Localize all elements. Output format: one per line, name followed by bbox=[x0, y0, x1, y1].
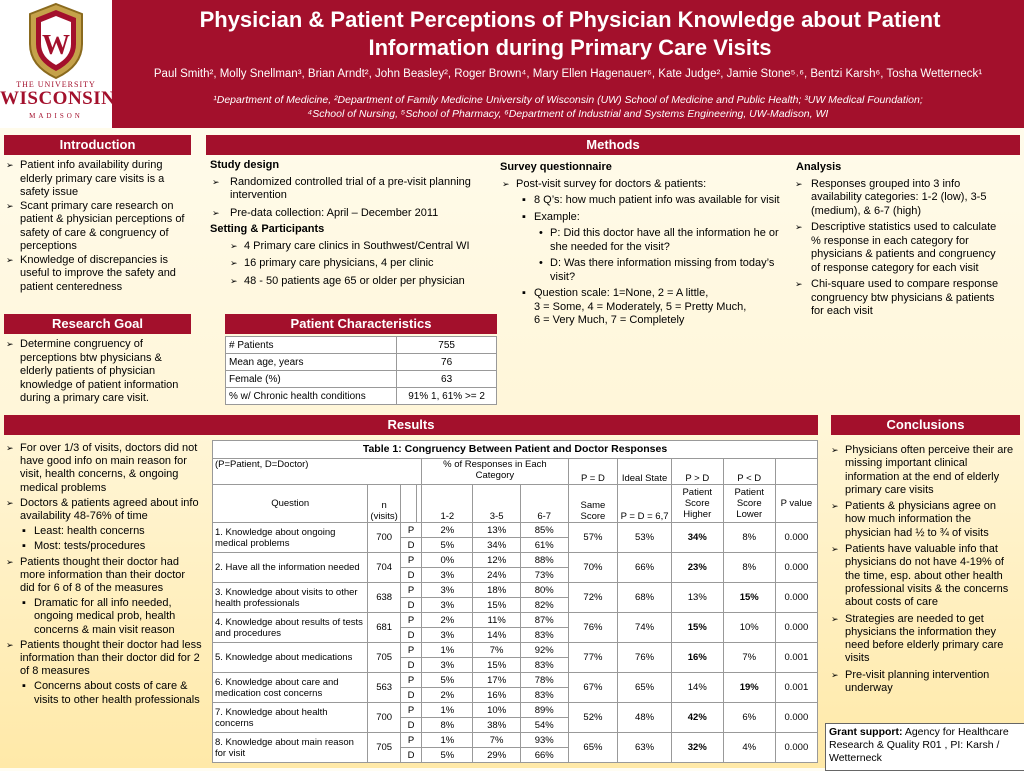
patient-higher-cell: 13% bbox=[671, 583, 723, 613]
title-line-1: Physician & Patient Perceptions of Physician Knowledge about Patient bbox=[199, 7, 941, 32]
patient-pct-cell: 7% bbox=[473, 643, 521, 658]
logo-bottom-text: MADISON bbox=[29, 112, 83, 120]
table-row bbox=[226, 354, 497, 371]
question-cell: 7. Knowledge about health concerns bbox=[213, 703, 368, 733]
patient-pct-cell: 85% bbox=[520, 523, 568, 538]
doctor-pct-cell: 54% bbox=[520, 718, 568, 733]
table-row bbox=[213, 613, 818, 628]
n-cell: 681 bbox=[368, 613, 400, 643]
congruency-table bbox=[212, 440, 818, 763]
table-body bbox=[213, 523, 818, 763]
results-subitem: ▪ Dramatic for all info needed, ongoing medical prob, health concerns & main visit reason bbox=[20, 597, 202, 637]
study-design-heading: Study design bbox=[210, 159, 280, 171]
pc-value: 76 bbox=[397, 354, 497, 371]
intro-item: ➢ Knowledge of discrepancies is useful to improve the safety and patient centeredness bbox=[6, 254, 192, 295]
doctor-pct-cell: 3% bbox=[422, 628, 473, 643]
conclusion-item: ➢ Strategies are needed to get physicians the information they need before elderly primary care visits bbox=[831, 613, 1017, 666]
n-cell: 638 bbox=[368, 583, 400, 613]
results-item: ➢ For over 1/3 of visits, doctors did not have good info on main reason for visit, health concerns, & ongoing medical problems bbox=[6, 442, 202, 495]
results-heading: Results bbox=[4, 415, 818, 435]
doctor-pct-cell: 3% bbox=[422, 568, 473, 583]
results-item: ➢ Doctors & patients agreed about info availability 48-76% of time bbox=[6, 497, 202, 523]
patient-characteristics-table bbox=[225, 336, 497, 405]
patient-higher-cell: 16% bbox=[671, 643, 723, 673]
patient-higher-cell: 32% bbox=[671, 733, 723, 763]
n-cell: 563 bbox=[368, 673, 400, 703]
respondent-label: P bbox=[400, 733, 421, 748]
patient-lower-cell: 10% bbox=[723, 613, 775, 643]
question-cell: 1. Knowledge about ongoing medical problems bbox=[213, 523, 368, 553]
patient-lower-cell: 19% bbox=[723, 673, 775, 703]
affiliations bbox=[114, 93, 1022, 121]
ideal-state-cell: 76% bbox=[618, 643, 671, 673]
doctor-pct-cell: 3% bbox=[422, 658, 473, 673]
research-goal-item: ➢ Determine congruency of perceptions btw physicians & elderly patients of physician knowledge of patient information during a primary care visit. bbox=[6, 338, 192, 406]
pc-label: # Patients bbox=[226, 337, 397, 354]
ideal-state-cell: 68% bbox=[618, 583, 671, 613]
ideal-state-cell: 53% bbox=[618, 523, 671, 553]
respondent-label: D bbox=[400, 658, 421, 673]
question-cell: 2. Have all the information needed bbox=[213, 553, 368, 583]
logo-top-text: THE UNIVERSITY bbox=[16, 80, 96, 89]
header-empty bbox=[400, 485, 416, 523]
setting-item: ➢ 16 primary care physicians, 4 per clinic bbox=[230, 257, 492, 271]
scale-line-2: 3 = Some, 4 = Moderately, 5 = Pretty Much, bbox=[534, 300, 747, 313]
patient-pct-cell: 10% bbox=[473, 703, 521, 718]
header-p-lt-d: P < D bbox=[723, 459, 775, 485]
p-value-cell: 0.001 bbox=[775, 643, 817, 673]
p-value-cell: 0.001 bbox=[775, 673, 817, 703]
patient-lower-cell: 15% bbox=[723, 583, 775, 613]
patient-pct-cell: 1% bbox=[422, 643, 473, 658]
patient-pct-cell: 3% bbox=[422, 583, 473, 598]
header-p-d-67: P = D = 6,7 bbox=[618, 485, 671, 523]
grant-support-box bbox=[825, 723, 1024, 771]
setting-heading: Setting & Participants bbox=[210, 223, 325, 235]
introduction-body bbox=[6, 159, 192, 294]
respondent-label: P bbox=[400, 613, 421, 628]
respondent-label: P bbox=[400, 703, 421, 718]
header-p-value: P value bbox=[775, 485, 817, 523]
n-cell: 700 bbox=[368, 703, 400, 733]
question-cell: 5. Knowledge about medications bbox=[213, 643, 368, 673]
logo-main-text: WISCONSIN bbox=[0, 88, 116, 109]
patient-pct-cell: 12% bbox=[473, 553, 521, 568]
patient-pct-cell: 18% bbox=[473, 583, 521, 598]
doctor-pct-cell: 24% bbox=[473, 568, 521, 583]
patient-lower-cell: 8% bbox=[723, 523, 775, 553]
n-cell: 704 bbox=[368, 553, 400, 583]
patient-higher-cell: 15% bbox=[671, 613, 723, 643]
survey-q-item: ▪ 8 Q’s: how much patient info was available for visit bbox=[520, 194, 785, 208]
research-goal-body bbox=[6, 338, 192, 406]
doctor-pct-cell: 73% bbox=[520, 568, 568, 583]
doctor-pct-cell: 34% bbox=[473, 538, 521, 553]
same-score-cell: 65% bbox=[568, 733, 618, 763]
table-row bbox=[226, 337, 497, 354]
table-row bbox=[226, 388, 497, 405]
header-patient-higher: Patient Score Higher bbox=[671, 485, 723, 523]
uw-logo bbox=[0, 0, 116, 128]
same-score-cell: 72% bbox=[568, 583, 618, 613]
ideal-state-cell: 66% bbox=[618, 553, 671, 583]
table-row bbox=[213, 703, 818, 718]
patient-pct-cell: 88% bbox=[520, 553, 568, 568]
patient-higher-cell: 14% bbox=[671, 673, 723, 703]
doctor-pct-cell: 5% bbox=[422, 748, 473, 763]
respondent-label: P bbox=[400, 583, 421, 598]
header-patient-lower: Patient Score Lower bbox=[723, 485, 775, 523]
conclusion-item: ➢ Physicians often perceive their are missing important clinical information at the end of elderly primary care visits bbox=[831, 444, 1017, 497]
methods-analysis bbox=[795, 161, 1005, 319]
patient-pct-cell: 92% bbox=[520, 643, 568, 658]
header-same-score: Same Score bbox=[568, 485, 618, 523]
doctor-pct-cell: 83% bbox=[520, 688, 568, 703]
table-row bbox=[213, 643, 818, 658]
header-p-eq-d: P = D bbox=[568, 459, 618, 485]
doctor-pct-cell: 15% bbox=[473, 598, 521, 613]
conclusion-item: ➢ Patients & physicians agree on how much information the physician had ½ to ¾ of visits bbox=[831, 500, 1017, 540]
analysis-item: ➢ Chi-square used to compare response congruency btw physicians & patients for each visit bbox=[795, 278, 1005, 319]
results-subitem: ▪ Least: health concerns bbox=[20, 525, 202, 538]
analysis-item: ➢ Descriptive statistics used to calculate % response in each category for physicians & patients and congruency of response category for each visit bbox=[795, 221, 1005, 275]
respondent-label: P bbox=[400, 673, 421, 688]
doctor-pct-cell: 8% bbox=[422, 718, 473, 733]
doctor-pct-cell: 38% bbox=[473, 718, 521, 733]
ideal-state-cell: 74% bbox=[618, 613, 671, 643]
header-1-2: 1-2 bbox=[422, 485, 473, 523]
p-value-cell: 0.000 bbox=[775, 523, 817, 553]
survey-heading: Survey questionnaire bbox=[500, 161, 612, 173]
same-score-cell: 70% bbox=[568, 553, 618, 583]
patient-pct-cell: 1% bbox=[422, 703, 473, 718]
patient-pct-cell: 17% bbox=[473, 673, 521, 688]
same-score-cell: 52% bbox=[568, 703, 618, 733]
header-pct-categories: % of Responses in Each Category bbox=[422, 459, 568, 485]
affiliation-line-1: ¹Department of Medicine, ²Department of Family Medicine University of Wisconsin (UW) School of Medicine and Public Health; ³UW Medical Foundation; bbox=[213, 94, 923, 106]
patient-lower-cell: 7% bbox=[723, 643, 775, 673]
patient-pct-cell: 1% bbox=[422, 733, 473, 748]
doctor-pct-cell: 3% bbox=[422, 598, 473, 613]
respondent-label: D bbox=[400, 748, 421, 763]
patient-pct-cell: 87% bbox=[520, 613, 568, 628]
crest-icon bbox=[24, 2, 88, 80]
results-body bbox=[6, 442, 202, 707]
patient-pct-cell: 78% bbox=[520, 673, 568, 688]
table-row bbox=[213, 553, 818, 568]
doctor-pct-cell: 66% bbox=[520, 748, 568, 763]
svg-text:W: W bbox=[42, 30, 70, 61]
analysis-item: ➢ Responses grouped into 3 info availability categories: 1-2 (low), 3-5 (medium), & 6-7 (high) bbox=[795, 178, 1005, 219]
survey-patient-q: • P: Did this doctor have all the information he or she needed for the visit? bbox=[536, 227, 785, 254]
respondent-label: D bbox=[400, 538, 421, 553]
authors: Paul Smith², Molly Snellman³, Brian Arndt², John Beasley², Roger Brown⁴, Mary Ellen Hagenauer⁶, Kate Judge², Jamie Stone⁵˒⁶, Bentzi Karsh⁶, Tosha Wetterneck¹ bbox=[153, 68, 983, 80]
ideal-state-cell: 63% bbox=[618, 733, 671, 763]
scale-line-3: 6 = Very Much, 7 = Completely bbox=[534, 314, 685, 326]
doctor-pct-cell: 15% bbox=[473, 658, 521, 673]
patient-pct-cell: 0% bbox=[422, 553, 473, 568]
pc-label: Mean age, years bbox=[226, 354, 397, 371]
same-score-cell: 77% bbox=[568, 643, 618, 673]
patient-pct-cell: 2% bbox=[422, 613, 473, 628]
survey-example-item: ▪ Example: bbox=[520, 211, 785, 225]
conclusions-heading: Conclusions bbox=[831, 415, 1020, 435]
respondent-label: P bbox=[400, 643, 421, 658]
same-score-cell: 67% bbox=[568, 673, 618, 703]
poster-title bbox=[120, 6, 1020, 62]
results-subitem: ▪ Concerns about costs of care & visits to other health professionals bbox=[20, 680, 202, 706]
conclusions-body bbox=[831, 444, 1017, 695]
question-cell: 4. Knowledge about results of tests and procedures bbox=[213, 613, 368, 643]
p-value-cell: 0.000 bbox=[775, 613, 817, 643]
grant-label: Grant support: bbox=[829, 726, 903, 738]
header-pd-legend: (P=Patient, D=Doctor) bbox=[213, 459, 422, 485]
scale-line-1: ▪ Question scale: 1=None, 2 = A little, bbox=[534, 287, 709, 299]
ideal-state-cell: 65% bbox=[618, 673, 671, 703]
methods-study bbox=[210, 159, 492, 288]
title-line-2: Information during Primary Care Visits bbox=[368, 35, 772, 60]
table-caption: Table 1: Congruency Between Patient and Doctor Responses bbox=[213, 441, 818, 459]
doctor-pct-cell: 5% bbox=[422, 538, 473, 553]
survey-item: ➢ Post-visit survey for doctors & patients: bbox=[502, 178, 785, 192]
respondent-label: P bbox=[400, 553, 421, 568]
p-value-cell: 0.000 bbox=[775, 583, 817, 613]
patient-pct-cell: 89% bbox=[520, 703, 568, 718]
doctor-pct-cell: 16% bbox=[473, 688, 521, 703]
setting-item: ➢ 48 - 50 patients age 65 or older per physician bbox=[230, 275, 492, 289]
setting-item: ➢ 4 Primary care clinics in Southwest/Central WI bbox=[230, 240, 492, 254]
methods-heading: Methods bbox=[206, 135, 1020, 155]
patient-pct-cell: 5% bbox=[422, 673, 473, 688]
pc-label: Female (%) bbox=[226, 371, 397, 388]
introduction-heading: Introduction bbox=[4, 135, 191, 155]
doctor-pct-cell: 82% bbox=[520, 598, 568, 613]
results-subitem: ▪ Most: tests/procedures bbox=[20, 540, 202, 553]
patient-characteristics-heading: Patient Characteristics bbox=[225, 314, 497, 334]
respondent-label: D bbox=[400, 628, 421, 643]
study-design-item: ➢ Randomized controlled trial of a pre-visit planning intervention bbox=[212, 176, 492, 203]
header-empty bbox=[775, 459, 817, 485]
n-cell: 705 bbox=[368, 643, 400, 673]
p-value-cell: 0.000 bbox=[775, 703, 817, 733]
doctor-pct-cell: 29% bbox=[473, 748, 521, 763]
results-item: ➢ Patients thought their doctor had less information than their doctor did for 2 of 8 measures bbox=[6, 639, 202, 679]
doctor-pct-cell: 83% bbox=[520, 658, 568, 673]
doctor-pct-cell: 61% bbox=[520, 538, 568, 553]
conclusion-item: ➢ Patients have valuable info that physicians do not have 4-19% of the time, esp. about other health professional visits & the concerns about costs of care bbox=[831, 543, 1017, 609]
patient-pct-cell: 11% bbox=[473, 613, 521, 628]
header-question: Question bbox=[213, 485, 368, 523]
same-score-cell: 76% bbox=[568, 613, 618, 643]
patient-pct-cell: 2% bbox=[422, 523, 473, 538]
header-n: n (visits) bbox=[368, 485, 400, 523]
grant-text: Agency for Healthcare Research & Quality R01 , PI: Karsh / Wetterneck bbox=[829, 726, 1009, 764]
question-cell: 3. Knowledge about visits to other health professionals bbox=[213, 583, 368, 613]
question-cell: 8. Knowledge about main reason for visit bbox=[213, 733, 368, 763]
patient-pct-cell: 80% bbox=[520, 583, 568, 598]
patient-lower-cell: 8% bbox=[723, 553, 775, 583]
research-goal-heading: Research Goal bbox=[4, 314, 191, 334]
patient-lower-cell: 6% bbox=[723, 703, 775, 733]
doctor-pct-cell: 2% bbox=[422, 688, 473, 703]
table-row bbox=[213, 673, 818, 688]
respondent-label: D bbox=[400, 718, 421, 733]
patient-higher-cell: 34% bbox=[671, 523, 723, 553]
patient-pct-cell: 93% bbox=[520, 733, 568, 748]
pc-value: 91% 1, 61% >= 2 bbox=[397, 388, 497, 405]
intro-item: ➢ Patient info availability during elderly primary care visits is a safety issue bbox=[6, 159, 192, 200]
respondent-label: D bbox=[400, 598, 421, 613]
n-cell: 705 bbox=[368, 733, 400, 763]
respondent-label: D bbox=[400, 688, 421, 703]
table-row bbox=[226, 371, 497, 388]
table-row bbox=[213, 733, 818, 748]
table-row bbox=[213, 523, 818, 538]
analysis-heading: Analysis bbox=[796, 161, 842, 173]
survey-scale-item bbox=[520, 287, 785, 328]
header-ideal-state: Ideal State bbox=[618, 459, 671, 485]
affiliation-line-2: ⁴School of Nursing, ⁵School of Pharmacy, ⁶Department of Industrial and Systems Engineering, UW-Madison, WI bbox=[307, 108, 829, 120]
pc-value: 755 bbox=[397, 337, 497, 354]
results-item: ➢ Patients thought their doctor had more information than their doctor did for 6 of 8 of the measures bbox=[6, 556, 202, 596]
doctor-pct-cell: 14% bbox=[473, 628, 521, 643]
study-design-item: ➢ Pre-data collection: April – December 2011 bbox=[212, 207, 492, 221]
intro-item: ➢ Scant primary care research on patient & physician perceptions of safety of care & congruency of perceptions bbox=[6, 200, 192, 254]
same-score-cell: 57% bbox=[568, 523, 618, 553]
survey-doctor-q: • D: Was there information missing from today’s visit? bbox=[536, 257, 785, 284]
poster-header bbox=[0, 0, 1024, 128]
header-6-7: 6-7 bbox=[520, 485, 568, 523]
conclusion-item: ➢ Pre-visit planning intervention underway bbox=[831, 669, 1017, 696]
methods-survey bbox=[500, 161, 785, 328]
patient-pct-cell: 13% bbox=[473, 523, 521, 538]
n-cell: 700 bbox=[368, 523, 400, 553]
patient-pct-cell: 7% bbox=[473, 733, 521, 748]
respondent-label: D bbox=[400, 568, 421, 583]
patient-higher-cell: 23% bbox=[671, 553, 723, 583]
p-value-cell: 0.000 bbox=[775, 553, 817, 583]
pc-value: 63 bbox=[397, 371, 497, 388]
doctor-pct-cell: 83% bbox=[520, 628, 568, 643]
respondent-label: P bbox=[400, 523, 421, 538]
patient-lower-cell: 4% bbox=[723, 733, 775, 763]
table-row bbox=[213, 583, 818, 598]
header-p-gt-d: P > D bbox=[671, 459, 723, 485]
patient-higher-cell: 42% bbox=[671, 703, 723, 733]
pc-label: % w/ Chronic health conditions bbox=[226, 388, 397, 405]
p-value-cell: 0.000 bbox=[775, 733, 817, 763]
question-cell: 6. Knowledge about care and medication cost concerns bbox=[213, 673, 368, 703]
ideal-state-cell: 48% bbox=[618, 703, 671, 733]
header-3-5: 3-5 bbox=[473, 485, 521, 523]
